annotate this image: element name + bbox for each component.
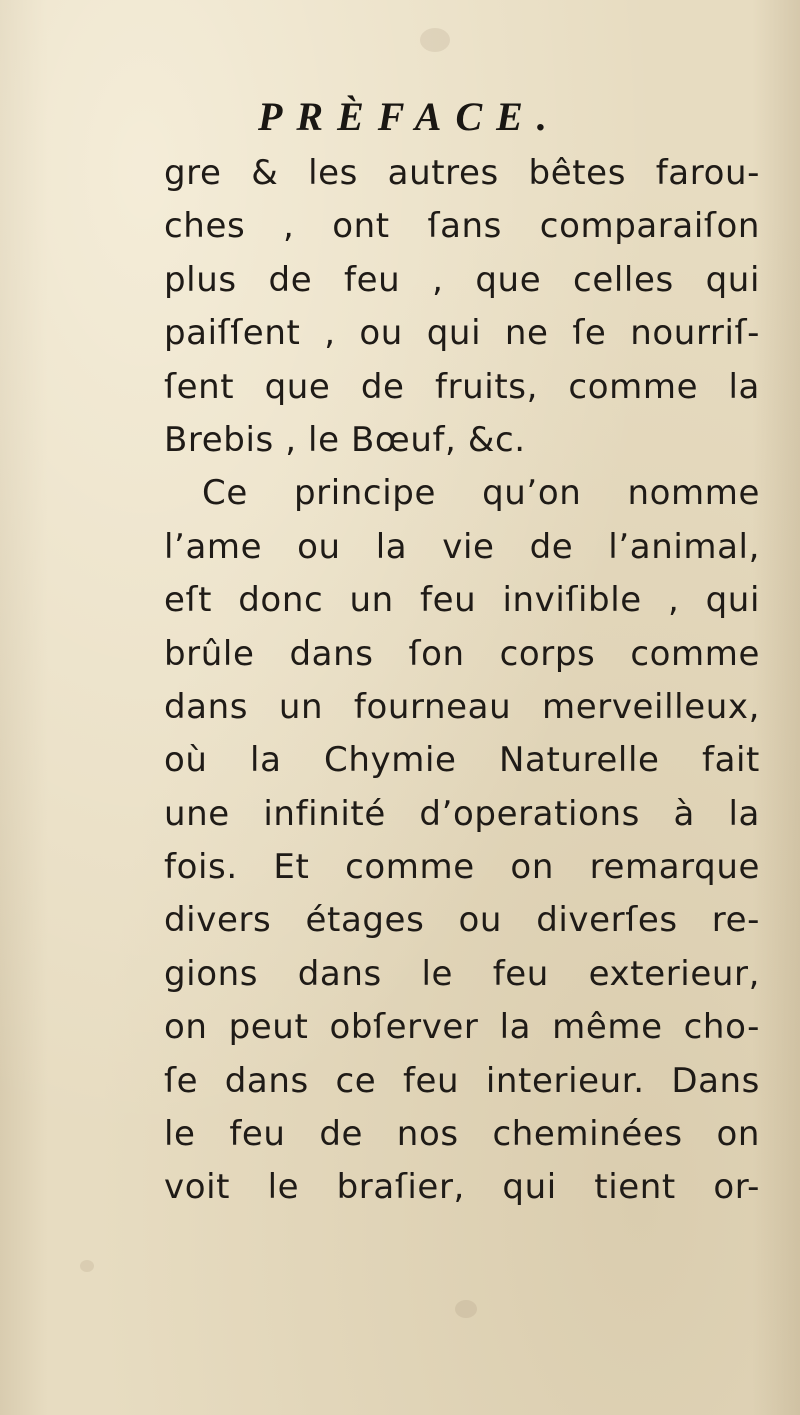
text-line: voit le braſier, qui tient or- bbox=[164, 1167, 760, 1208]
paper-stain bbox=[455, 1300, 477, 1318]
text-line: paiſſent , ou qui ne ſe nourriſ- bbox=[164, 313, 760, 354]
text-line: où la Chymie Naturelle fait bbox=[164, 740, 760, 781]
paper-stain bbox=[80, 1260, 94, 1272]
text-line: gions dans le feu exterieur, bbox=[164, 953, 760, 994]
text-line: l’ame ou la vie de l’animal, bbox=[164, 526, 760, 567]
text-line: le feu de nos cheminées on bbox=[164, 1114, 760, 1155]
text-line: ches , ont ſans comparaiſon bbox=[164, 206, 760, 247]
text-line: ſent que de fruits, comme la bbox=[164, 366, 760, 407]
text-line: dans un fourneau merveilleux, bbox=[164, 686, 760, 727]
text-line: on peut obſerver la même cho- bbox=[164, 1007, 760, 1048]
text-line: gre & les autres bêtes farou- bbox=[164, 153, 760, 193]
text-line: eſt donc un feu inviſible , qui bbox=[164, 580, 760, 621]
text-line-paragraph-start: Ce principe qu’on nomme bbox=[202, 473, 760, 514]
text-line: Brebis , le Bœuf, &c. bbox=[164, 419, 526, 460]
text-line: une infinité d’operations à la bbox=[164, 793, 760, 834]
text-line: divers étages ou diverſes re- bbox=[164, 900, 760, 941]
paper-stain bbox=[420, 28, 450, 52]
body-text bbox=[164, 147, 764, 1215]
text-line: brûle dans ſon corps comme bbox=[164, 633, 760, 674]
text-line: fois. Et comme on remarque bbox=[164, 847, 760, 888]
text-line: plus de feu , que celles qui bbox=[164, 259, 760, 300]
running-header: PRÈFACE. bbox=[258, 94, 561, 139]
text-line: ſe dans ce feu interieur. Dans bbox=[164, 1060, 760, 1101]
